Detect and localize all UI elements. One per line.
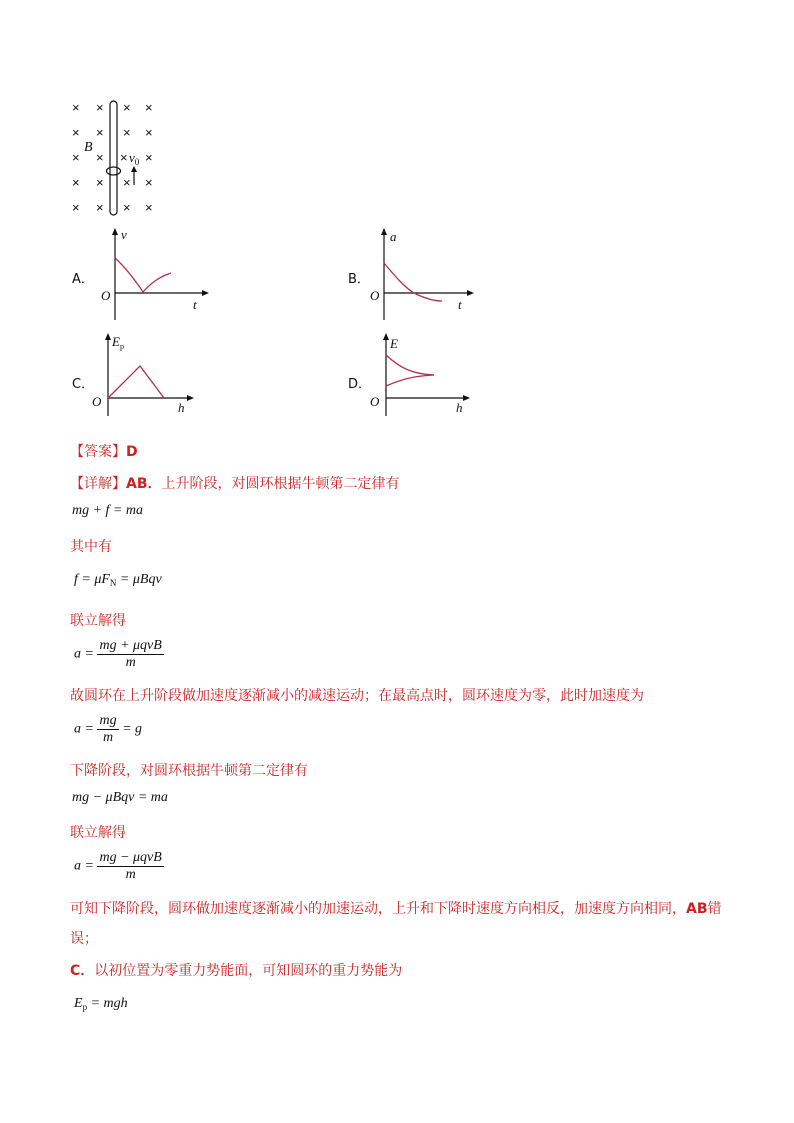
equation-4: a = $\frac{mg}{m}$ = g: [74, 713, 143, 745]
svg-text:×: ×: [145, 200, 153, 215]
energy-curve-lower: [386, 375, 434, 386]
equation-5: mg − μBqv = ma: [72, 790, 168, 805]
svg-text:v: v: [121, 227, 127, 242]
svg-text:×: ×: [123, 125, 131, 140]
answer-bracket: 【答案】: [70, 444, 126, 460]
svg-text:O: O: [101, 288, 111, 303]
acceleration-curve: [384, 263, 442, 301]
detail-p2: 其中有: [70, 539, 112, 555]
svg-text:×: ×: [123, 200, 131, 215]
svg-text:×: ×: [72, 175, 80, 190]
svg-text:×: ×: [145, 175, 153, 190]
svg-text:h: h: [456, 400, 463, 415]
svg-text:×: ×: [120, 150, 128, 165]
equation-1: mg + f = ma: [72, 503, 144, 518]
equation-2: $f = \mu F_N = \mu Bqv$: [74, 572, 162, 588]
equation-3: a = $\frac{\text{mg + μqvB}}{m}$: [74, 638, 162, 670]
answer-line: [70, 441, 138, 461]
option-c-graph: [90, 330, 200, 420]
svg-text:×: ×: [72, 150, 80, 165]
answer-value: D: [126, 444, 138, 460]
detail-p5: 下降阶段，对圆环根据牛顿第二定律有: [70, 763, 308, 779]
vertical-rod: [110, 101, 117, 215]
detail-p7: 可知下降阶段，圆环做加速度逐渐减小的加速运动，上升和下降时速度方向相反，加速度方向相同，AB错: [70, 901, 722, 917]
svg-text:Ep: $E_p$: [112, 334, 124, 351]
svg-text:×: ×: [123, 175, 131, 190]
svg-text:×: ×: [96, 200, 104, 215]
velocity-curve: [115, 258, 171, 292]
svg-text:×: ×: [72, 200, 80, 215]
svg-text:O: O: [92, 394, 102, 409]
option-b-graph: [370, 225, 480, 325]
svg-text:×: ×: [145, 150, 153, 165]
svg-text:×: ×: [145, 125, 153, 140]
option-c-label: C．: [72, 377, 95, 392]
svg-text:t: t: [193, 297, 197, 312]
detail-p1: 【详解】AB．上升阶段，对圆环根据牛顿第二定律有: [70, 476, 400, 492]
svg-text:h: h: [178, 400, 185, 415]
svg-text:×: ×: [96, 100, 104, 115]
detail-p4: 故圆环在上升阶段做加速度逐渐减小的减速运动；在最高点时，圆环速度为零，此时加速度为: [70, 688, 644, 704]
option-d-graph: [370, 330, 480, 420]
detail-p7-line2: 误；: [70, 931, 98, 947]
svg-text:a: a: [390, 229, 397, 244]
detail-p8: C．以初位置为零重力势能面，可知圆环的重力势能为: [70, 963, 403, 979]
magnetic-field-figure: [65, 95, 175, 225]
option-a-graph: [95, 225, 215, 325]
svg-text:×: ×: [123, 100, 131, 115]
option-a-label: A．: [72, 272, 94, 287]
option-d-label: D．: [348, 377, 372, 392]
svg-text:t: t: [458, 297, 462, 312]
detail-p6: 联立解得: [70, 825, 126, 841]
detail-p3: 联立解得: [70, 613, 126, 629]
energy-curve-upper: [386, 355, 434, 375]
svg-text:O: O: [370, 288, 380, 303]
svg-text:×: ×: [96, 150, 104, 165]
field-label-B: B: [84, 140, 93, 155]
field-mark: ×: [72, 100, 80, 115]
potential-energy-curve: [108, 366, 164, 398]
velocity-label: $v_0$: [129, 150, 140, 167]
svg-text:×: ×: [145, 100, 153, 115]
equation-6: a = $\frac{\text{mg − μqvB}}{m}$: [74, 850, 162, 882]
svg-text:E: E: [390, 336, 398, 351]
svg-text:×: ×: [96, 175, 104, 190]
equation-7: $E_p$ = mgh: [74, 996, 128, 1012]
option-b-label: B．: [348, 272, 370, 287]
svg-text:×: ×: [96, 125, 104, 140]
svg-text:O: O: [370, 394, 380, 409]
svg-text:×: ×: [72, 125, 80, 140]
